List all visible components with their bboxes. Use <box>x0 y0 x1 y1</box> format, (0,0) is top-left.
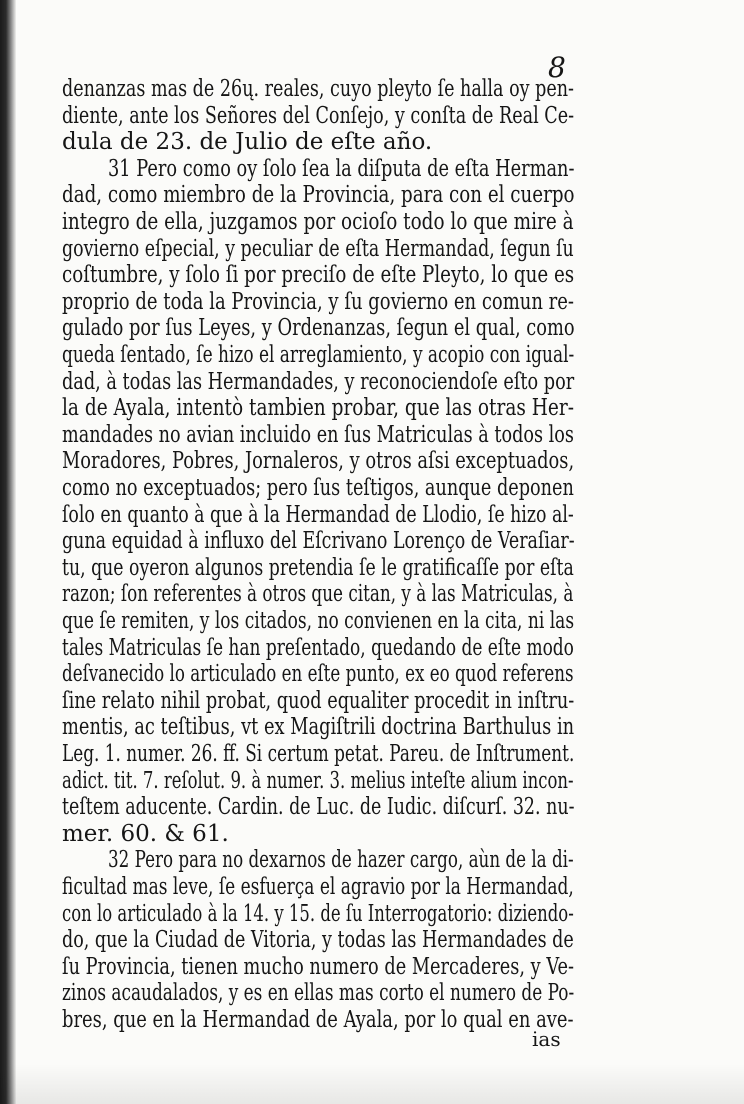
text-line: coſtumbre, y ſolo ſi por preciſo de eſte Pleyto, lo que es <box>62 262 575 289</box>
text-line: queda ſentado, ſe hizo el arreglamiento, y acopio con igual- <box>62 342 575 368</box>
text-line: govierno eſpecial, y peculiar de eſta Hermandad, ſegun ſu <box>62 235 574 262</box>
text-line: ficultad mas leve, ſe esfuerça el agravio por la Hermandad, <box>62 874 574 900</box>
page-bottom-shadow <box>0 1064 744 1104</box>
text-line: dad, à todas las Hermandades, y reconociendoſe eſto por <box>62 368 575 395</box>
text-line: como no exceptuados; pero ſus teſtigos, aunque deponen <box>62 475 574 501</box>
text-line: integro de ella, juzgamos por ocioſo todo lo que mire à <box>62 209 574 235</box>
text-line: con lo articulado à la 14. y 15. de ſu Interrogatorio: diziendo- <box>62 900 574 927</box>
text-line: que ſe remiten, y los citados, no convienen en la cita, ni las <box>62 608 575 634</box>
text-line: 31 Pero como oy ſolo ſea la diſputa de eſta Herman- <box>108 155 575 182</box>
text-line: dula de 23. de Julio de eſte año. <box>62 129 433 156</box>
text-line: bres, que en la Hermandad de Ayala, por lo qual en ave- <box>62 1007 574 1033</box>
text-line: do, que la Ciudad de Vitoria, y todas las Hermandades de <box>62 927 574 954</box>
text-line: 32 Pero para no dexarnos de hazer cargo, aùn de la di- <box>108 847 574 874</box>
text-line: ſolo en quanto à que à la Hermandad de Llodio, ſe hizo al- <box>62 501 574 528</box>
text-line: tu, que oyeron algunos pretendia ſe le gratificaſſe por eſta <box>62 554 574 581</box>
text-line: denanzas mas de 26ų. reales, cuyo pleyto ſe halla oy pen- <box>62 76 574 102</box>
text-line: gulado por ſus Leyes, y Ordenanzas, ſegun el qual, como <box>62 315 575 342</box>
text-line: guna equidad à influxo del Eſcrivano Lorenço de Veraſiar- <box>62 528 575 555</box>
text-line: proprio de toda la Provincia, y ſu govierno en comun re- <box>62 288 575 315</box>
text-line: Leg. 1. numer. 26. ff. Si certum petat. Pareu. de Inſtrument. <box>62 741 575 767</box>
text-line: mandades no avian incluido en ſus Matriculas à todos los <box>62 421 574 448</box>
text-line: mentis, ac teſtibus, vt ex Magiſtrili doctrina Barthulus in <box>62 714 575 741</box>
text-line: adict. tit. 7. reſolut. 9. à numer. 3. melius inteſte alium incon- <box>62 767 574 794</box>
page-gutter-shadow <box>0 0 16 1104</box>
text-line: la de Ayala, intentò tambien probar, que las otras Her- <box>62 395 574 422</box>
catchword: ias <box>532 1027 561 1051</box>
text-line: ſine relato nihil probat, quod equaliter procedit in inſtru- <box>62 687 575 714</box>
text-line: ſu Provincia, tienen mucho numero de Mercaderes, y Ve- <box>62 953 575 980</box>
text-line: diente, ante los Señores del Conſejo, y conſta de Real Ce- <box>62 102 575 129</box>
text-line: deſvanecido lo articulado en eſte punto, ex eo quod referens <box>62 661 574 688</box>
text-line: mer. 60. & 61. <box>62 820 229 847</box>
text-line: Moradores, Pobres, Jornaleros, y otros aſsi exceptuados, <box>62 448 575 475</box>
text-line: dad, como miembro de la Provincia, para con el cuerpo <box>62 182 575 209</box>
page-number: 8 <box>548 51 566 84</box>
text-line: teſtem aducente. Cardin. de Luc. de Iudic. diſcurſ. 32. nu- <box>62 794 575 821</box>
text-line: razon; ſon referentes à otros que citan, y à las Matriculas, à <box>62 581 574 608</box>
text-line: tales Matriculas ſe han preſentado, quedando de eſte modo <box>62 634 574 661</box>
text-line: zinos acaudalados, y es en ellas mas corto el numero de Po- <box>62 980 575 1007</box>
